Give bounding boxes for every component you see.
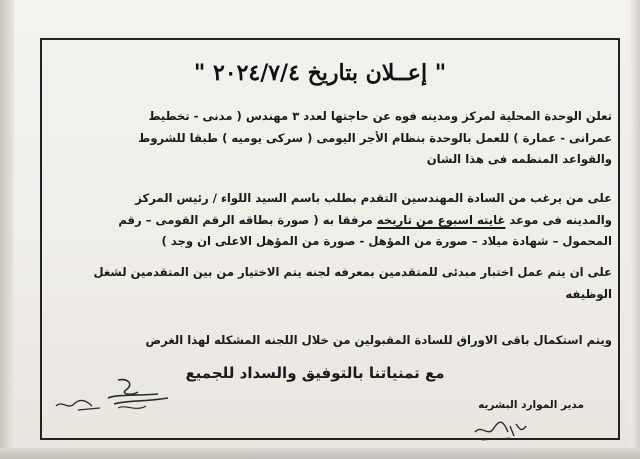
paragraph-application-line-3: المحمول – شهادة ميلاد – صورة من المؤهل - صورة من المؤهل الاعلى ان وجد ) <box>161 234 612 248</box>
paragraph-vacancy-line-2: عمرانى - عمارة ) للعمل بالوحدة بنظام الأجر اليومى ( سركى يوميه ) طبقا للشروط <box>138 130 612 145</box>
paper-bottom-edge <box>0 448 640 459</box>
paragraph-test-line-2: الوظيفه <box>565 286 612 301</box>
application-text-start: والمدينه فى موعد <box>505 212 612 227</box>
paper-edge-left <box>0 0 14 459</box>
application-text-end: مرفقا به ( صورة بطاقه الرقم القومى – رقم <box>118 212 377 227</box>
paragraph-application-line-1: على من يرغب من السادة المهندسين التقدم بطلب باسم السيد اللواء / رئيس المركز <box>135 191 612 205</box>
paragraph-vacancy-line-1: تعلن الوحدة المحلية لمركز ومدينه فوه عن حاجتها لعدد ٣ مهندس ( مدنى - تخطيط <box>148 109 612 123</box>
paragraph-test <box>56 262 612 305</box>
paper-edge-right <box>630 0 640 459</box>
paragraph-vacancy <box>56 106 612 171</box>
paragraph-vacancy-line-3: والقواعد المنظمه فى هذا الشان <box>426 152 612 166</box>
paragraph-completion: ويتم استكمال باقى الاوراق للسادة المقبولين من خلال اللجنه المشكله لهذا الغرض <box>145 333 612 347</box>
closing-line: مع تمنياتنا بالتوفيق والسداد للجميع <box>185 364 445 382</box>
handwritten-signature-left <box>48 376 178 420</box>
deadline-underlined: غايته اسبوع من تاريخه <box>376 212 506 227</box>
announcement-title: " إعــلان بتاريخ ٢٠٢٤/٧/٤ " <box>193 60 447 86</box>
paragraph-application-line-2 <box>56 210 612 232</box>
paragraph-application <box>56 188 612 253</box>
signature-title: مدير الموارد البشريه <box>478 399 584 411</box>
handwritten-signature-right <box>470 414 530 444</box>
paragraph-test-line-1: على ان يتم عمل اختبار مبدئى للمتقدمين بمعرفه لجنه يتم الاختيار من بين المتقدمين لشغل <box>93 265 612 279</box>
